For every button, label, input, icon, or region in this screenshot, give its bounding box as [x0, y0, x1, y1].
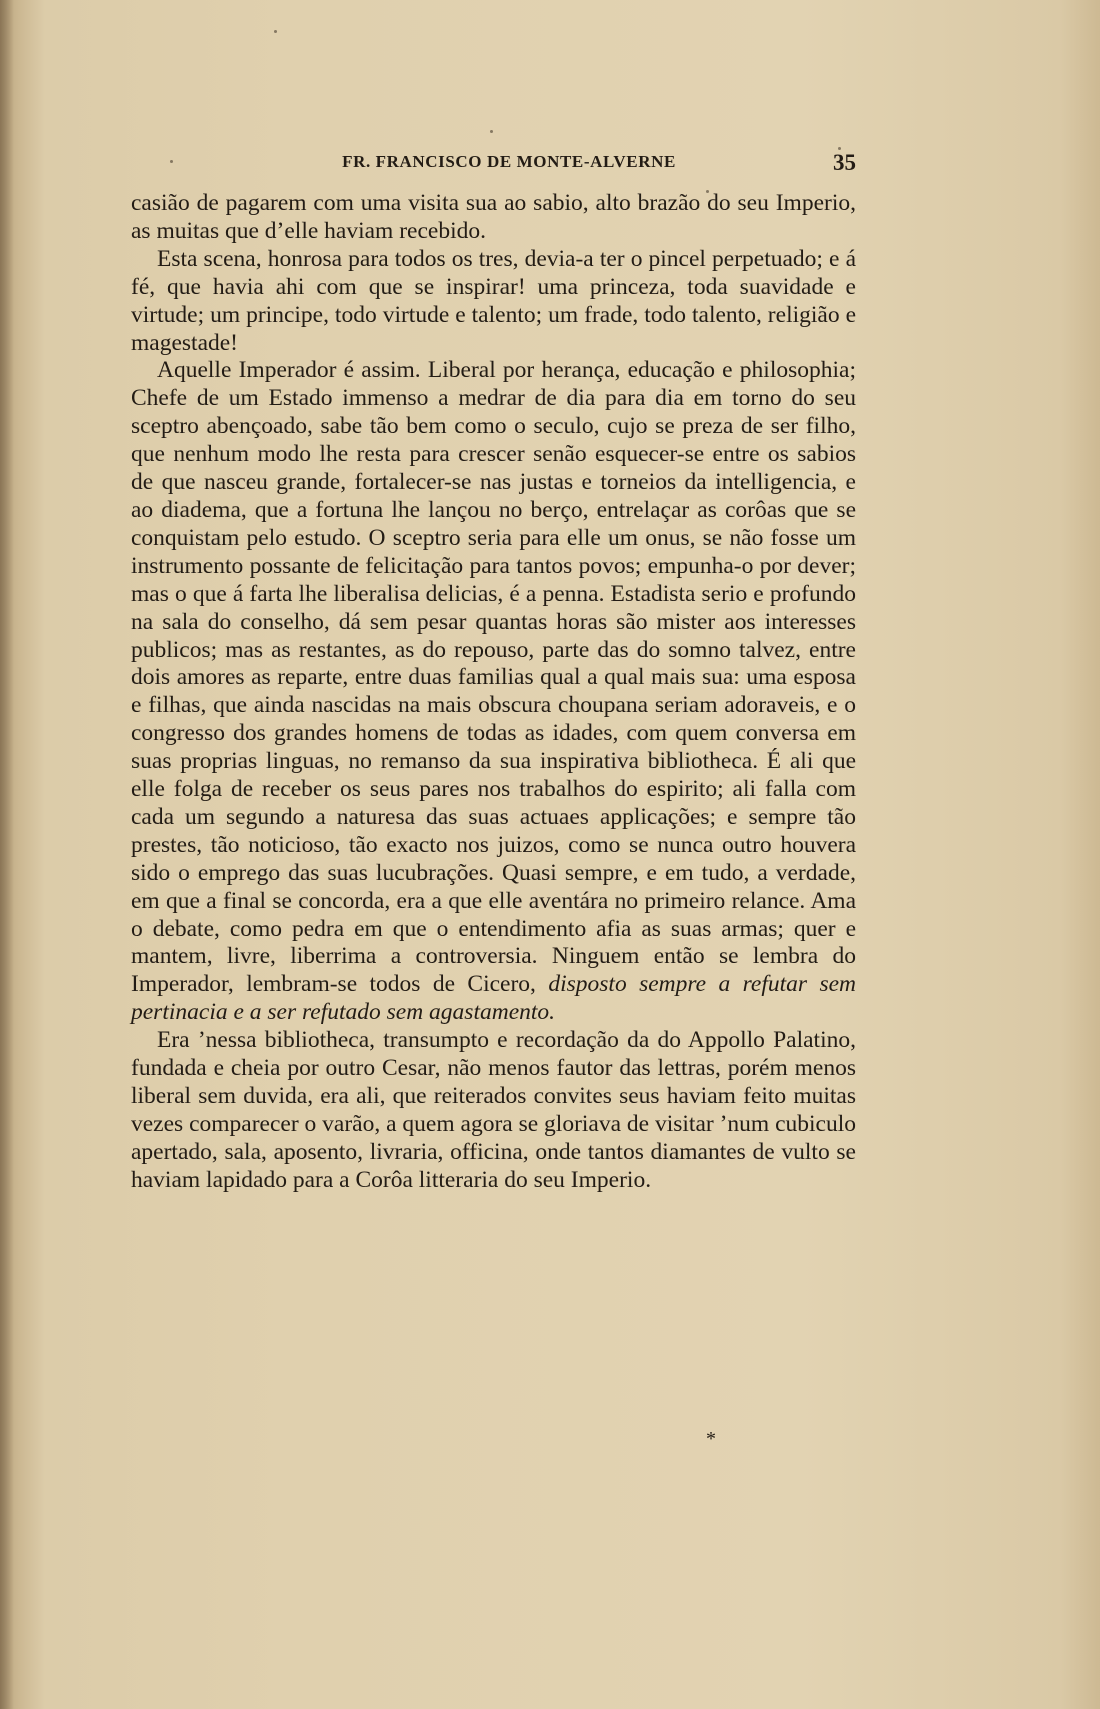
paragraph-3 — [131, 357, 856, 1027]
ink-speck — [274, 30, 277, 33]
paragraph-3-italic-quote: disposto sempre a refutar sem pertinacia e a ser refutado sem agastamento. — [131, 971, 856, 1026]
body-text — [131, 190, 856, 1195]
page-header — [162, 150, 856, 176]
ink-speck — [490, 130, 493, 133]
paragraph-3-text: Aquelle Imperador é assim. Liberal por herança, educação e philosophia; Chefe de um Estado immenso a medrar de dia para dia em torno do seu sceptro abençoado, sabe tão bem como o seculo, cujo se preza de ser filho, que nenhum modo lhe resta para crescer senão esquecer-se entre os sabios de que nasceu grande, fortalecer-se nas justas e torneios da intelligencia, e ao diadema, que a fortuna lhe lançou no berço, entrelaçar as corôas que se conquistam pelo estudo. O sceptro seria para elle um onus, se não fosse um instrumento possante de felicitação para tantos povos; empunha-o por dever; mas o que á farta lhe liberalisa delicias, é a penna. Estadista serio e profundo na sala do conselho, dá sem pesar quantas horas são mister aos interesses publicos; mas as restantes, as do repouso, parte das do somno talvez, entre dois amores as reparte, entre duas familias qual a qual mais sua: uma esposa e filhas, que ainda nascidas na mais obscura choupana seriam adoraveis, e o congresso dos grandes homens de todas as idades, com quem conversa em suas proprias linguas, no remanso da sua inspirativa bibliotheca. É ali que elle folga de receber os seus pares nos trabalhos do espirito; ali falla com cada um segundo a naturesa das suas actuaes applicações; e sempre tão prestes, tão noticioso, tão exacto nos juizos, como se nunca outro houvera sido o emprego das suas lucubrações. Quasi sempre, e em tudo, a verdade, em que a final se concorda, era a que elle aventára no primeiro relance. Ama o debate, como pedra em que o entendimento afia as suas armas; quer e mantem, livre, liberrima a controversia. Ninguem então se lembra do Imperador, lembram-se todos de Cicero, — [131, 357, 856, 998]
running-title: FR. FRANCISCO DE MONTE-ALVERNE — [342, 152, 676, 171]
paragraph-4: Era ’nessa bibliotheca, transumpto e recordação da do Appollo Palatino, fundada e cheia por outro Cesar, não menos fautor das lettras, porém menos liberal sem duvida, era ali, que reiterados convites seus haviam feito muitas vezes comparecer o varão, a quem agora se gloriava de visitar ’num cubiculo apertado, sala, aposento, livraria, officina, onde tantos diamantes de vulto se haviam lapidado para a Corôa litteraria do seu Imperio. — [131, 1027, 856, 1193]
paragraph-2: Esta scena, honrosa para todos os tres, devia-a ter o pincel perpetuado; e á fé, que havia ahi com que se inspirar! uma princeza, toda suavidade e virtude; um principe, todo virtude e talento; um frade, todo talento, religião e magestade! — [131, 245, 856, 356]
spine-shadow — [0, 0, 14, 1709]
paragraph-1: casião de pagarem com uma visita sua ao sabio, alto brazão do seu Imperio, as muitas que d’elle haviam recebido. — [131, 190, 856, 244]
end-mark: * — [706, 1428, 716, 1450]
page-number: 35 — [833, 150, 856, 175]
